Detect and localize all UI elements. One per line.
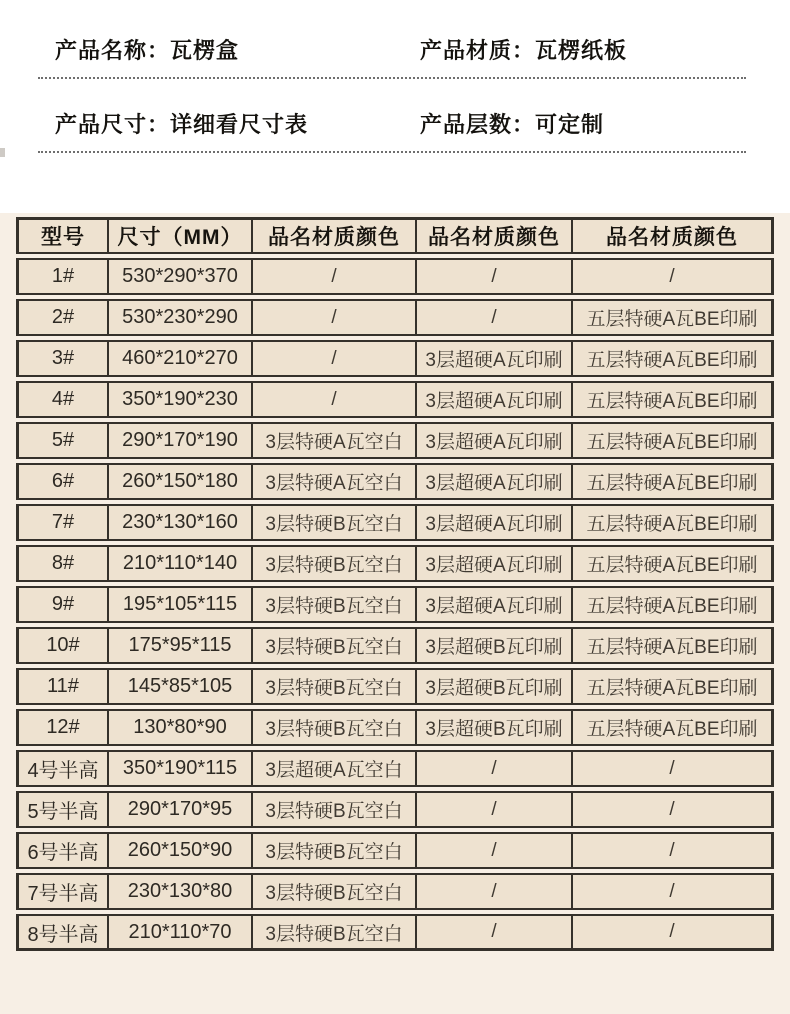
spec-cell: / bbox=[416, 873, 572, 910]
dimensions-cell: 260*150*180 bbox=[108, 463, 252, 500]
dimensions-cell: 130*80*90 bbox=[108, 709, 252, 746]
table-body bbox=[16, 258, 774, 951]
model-cell: 6# bbox=[16, 463, 108, 500]
column-header: 尺寸（MM） bbox=[108, 217, 252, 254]
spec-cell: / bbox=[252, 340, 416, 377]
spec-cell: 3层特硬A瓦空白 bbox=[252, 463, 416, 500]
spec-cell: 五层特硬A瓦BE印刷 bbox=[572, 545, 774, 582]
spec-cell: 3层超硬A瓦印刷 bbox=[416, 340, 572, 377]
spec-cell: 五层特硬A瓦BE印刷 bbox=[572, 586, 774, 623]
spec-cell: 3层超硬A瓦空白 bbox=[252, 750, 416, 787]
table-row bbox=[16, 586, 774, 623]
model-cell: 8号半高 bbox=[16, 914, 108, 951]
table-row bbox=[16, 709, 774, 746]
spec-cell: 3层超硬A瓦印刷 bbox=[416, 463, 572, 500]
model-cell: 11# bbox=[16, 668, 108, 705]
product-layers-text: 产品层数：可定制 bbox=[420, 112, 605, 137]
spec-cell: 3层特硬B瓦空白 bbox=[252, 791, 416, 828]
spec-cell: / bbox=[252, 381, 416, 418]
dotted-divider bbox=[38, 151, 746, 153]
dimensions-cell: 260*150*90 bbox=[108, 832, 252, 869]
table-row bbox=[16, 832, 774, 869]
model-cell: 6号半高 bbox=[16, 832, 108, 869]
table-row bbox=[16, 873, 774, 910]
left-edge-mark bbox=[0, 148, 5, 157]
spec-cell: 3层特硬B瓦空白 bbox=[252, 668, 416, 705]
spec-cell: 五层特硬A瓦BE印刷 bbox=[572, 340, 774, 377]
dimensions-cell: 145*85*105 bbox=[108, 668, 252, 705]
spec-cell: 3层特硬A瓦空白 bbox=[252, 422, 416, 459]
model-cell: 4号半高 bbox=[16, 750, 108, 787]
dimensions-cell: 230*130*160 bbox=[108, 504, 252, 541]
dimensions-cell: 460*210*270 bbox=[108, 340, 252, 377]
table-row bbox=[16, 299, 774, 336]
column-header: 品名材质颜色 bbox=[252, 217, 416, 254]
spec-cell: / bbox=[572, 791, 774, 828]
spec-cell: 3层超硬A瓦印刷 bbox=[416, 422, 572, 459]
spec-cell: 3层超硬A瓦印刷 bbox=[416, 586, 572, 623]
spec-cell: / bbox=[416, 914, 572, 951]
dimensions-cell: 290*170*95 bbox=[108, 791, 252, 828]
info-line-2 bbox=[55, 108, 750, 139]
spec-cell: 五层特硬A瓦BE印刷 bbox=[572, 504, 774, 541]
model-cell: 5# bbox=[16, 422, 108, 459]
product-material-text: 产品材质：瓦楞纸板 bbox=[420, 38, 628, 63]
table-row bbox=[16, 422, 774, 459]
spec-cell: 3层特硬B瓦空白 bbox=[252, 545, 416, 582]
spec-cell: 五层特硬A瓦BE印刷 bbox=[572, 709, 774, 746]
spec-cell: 五层特硬A瓦BE印刷 bbox=[572, 627, 774, 664]
table-row bbox=[16, 545, 774, 582]
dimensions-cell: 210*110*140 bbox=[108, 545, 252, 582]
dimensions-cell: 195*105*115 bbox=[108, 586, 252, 623]
dimensions-cell: 290*170*190 bbox=[108, 422, 252, 459]
model-cell: 8# bbox=[16, 545, 108, 582]
size-table-section bbox=[0, 213, 790, 1014]
spec-cell: 五层特硬A瓦BE印刷 bbox=[572, 463, 774, 500]
dimensions-cell: 530*290*370 bbox=[108, 258, 252, 295]
table-header-row bbox=[16, 217, 774, 254]
dimensions-cell: 350*190*230 bbox=[108, 381, 252, 418]
table-row bbox=[16, 668, 774, 705]
spec-cell: 3层特硬B瓦空白 bbox=[252, 627, 416, 664]
table-row bbox=[16, 914, 774, 951]
model-cell: 9# bbox=[16, 586, 108, 623]
dotted-divider bbox=[38, 77, 746, 79]
spec-cell: 3层特硬B瓦空白 bbox=[252, 709, 416, 746]
product-name-text: 产品名称：瓦楞盒 bbox=[55, 38, 240, 63]
spec-cell: 3层超硬B瓦印刷 bbox=[416, 668, 572, 705]
table-row bbox=[16, 381, 774, 418]
table-row bbox=[16, 627, 774, 664]
model-cell: 1# bbox=[16, 258, 108, 295]
spec-cell: / bbox=[572, 258, 774, 295]
spec-cell: / bbox=[416, 750, 572, 787]
dimensions-cell: 175*95*115 bbox=[108, 627, 252, 664]
spec-cell: / bbox=[416, 258, 572, 295]
product-info-section bbox=[0, 0, 790, 213]
spec-cell: 3层超硬B瓦印刷 bbox=[416, 709, 572, 746]
table-row bbox=[16, 750, 774, 787]
table-row bbox=[16, 258, 774, 295]
spec-cell: / bbox=[572, 832, 774, 869]
spec-cell: 五层特硬A瓦BE印刷 bbox=[572, 668, 774, 705]
model-cell: 7号半高 bbox=[16, 873, 108, 910]
spec-cell: / bbox=[416, 832, 572, 869]
model-cell: 10# bbox=[16, 627, 108, 664]
spec-cell: / bbox=[416, 791, 572, 828]
column-header: 品名材质颜色 bbox=[572, 217, 774, 254]
spec-cell: 五层特硬A瓦BE印刷 bbox=[572, 422, 774, 459]
model-cell: 12# bbox=[16, 709, 108, 746]
column-header: 品名材质颜色 bbox=[416, 217, 572, 254]
spec-cell: 五层特硬A瓦BE印刷 bbox=[572, 381, 774, 418]
model-cell: 4# bbox=[16, 381, 108, 418]
table-row bbox=[16, 463, 774, 500]
spec-cell: 3层超硬A瓦印刷 bbox=[416, 545, 572, 582]
spec-cell: / bbox=[572, 750, 774, 787]
spec-cell: 3层特硬B瓦空白 bbox=[252, 873, 416, 910]
size-table bbox=[16, 213, 774, 955]
dimensions-cell: 230*130*80 bbox=[108, 873, 252, 910]
spec-cell: 3层特硬B瓦空白 bbox=[252, 914, 416, 951]
spec-cell: / bbox=[416, 299, 572, 336]
spec-cell: 3层特硬B瓦空白 bbox=[252, 586, 416, 623]
product-size-text: 产品尺寸：详细看尺寸表 bbox=[55, 112, 309, 137]
column-header: 型号 bbox=[16, 217, 108, 254]
dimensions-cell: 350*190*115 bbox=[108, 750, 252, 787]
dimensions-cell: 530*230*290 bbox=[108, 299, 252, 336]
table-row bbox=[16, 340, 774, 377]
model-cell: 2# bbox=[16, 299, 108, 336]
table-row bbox=[16, 791, 774, 828]
table-row bbox=[16, 504, 774, 541]
spec-cell: / bbox=[572, 914, 774, 951]
spec-cell: 3层超硬A瓦印刷 bbox=[416, 504, 572, 541]
model-cell: 3# bbox=[16, 340, 108, 377]
spec-cell: 3层特硬B瓦空白 bbox=[252, 504, 416, 541]
model-cell: 7# bbox=[16, 504, 108, 541]
spec-cell: / bbox=[252, 258, 416, 295]
spec-cell: 五层特硬A瓦BE印刷 bbox=[572, 299, 774, 336]
model-cell: 5号半高 bbox=[16, 791, 108, 828]
spec-cell: / bbox=[252, 299, 416, 336]
spec-cell: 3层特硬B瓦空白 bbox=[252, 832, 416, 869]
spec-cell: 3层超硬A瓦印刷 bbox=[416, 381, 572, 418]
dimensions-cell: 210*110*70 bbox=[108, 914, 252, 951]
spec-cell: / bbox=[572, 873, 774, 910]
spec-cell: 3层超硬B瓦印刷 bbox=[416, 627, 572, 664]
info-line-1 bbox=[55, 34, 750, 65]
